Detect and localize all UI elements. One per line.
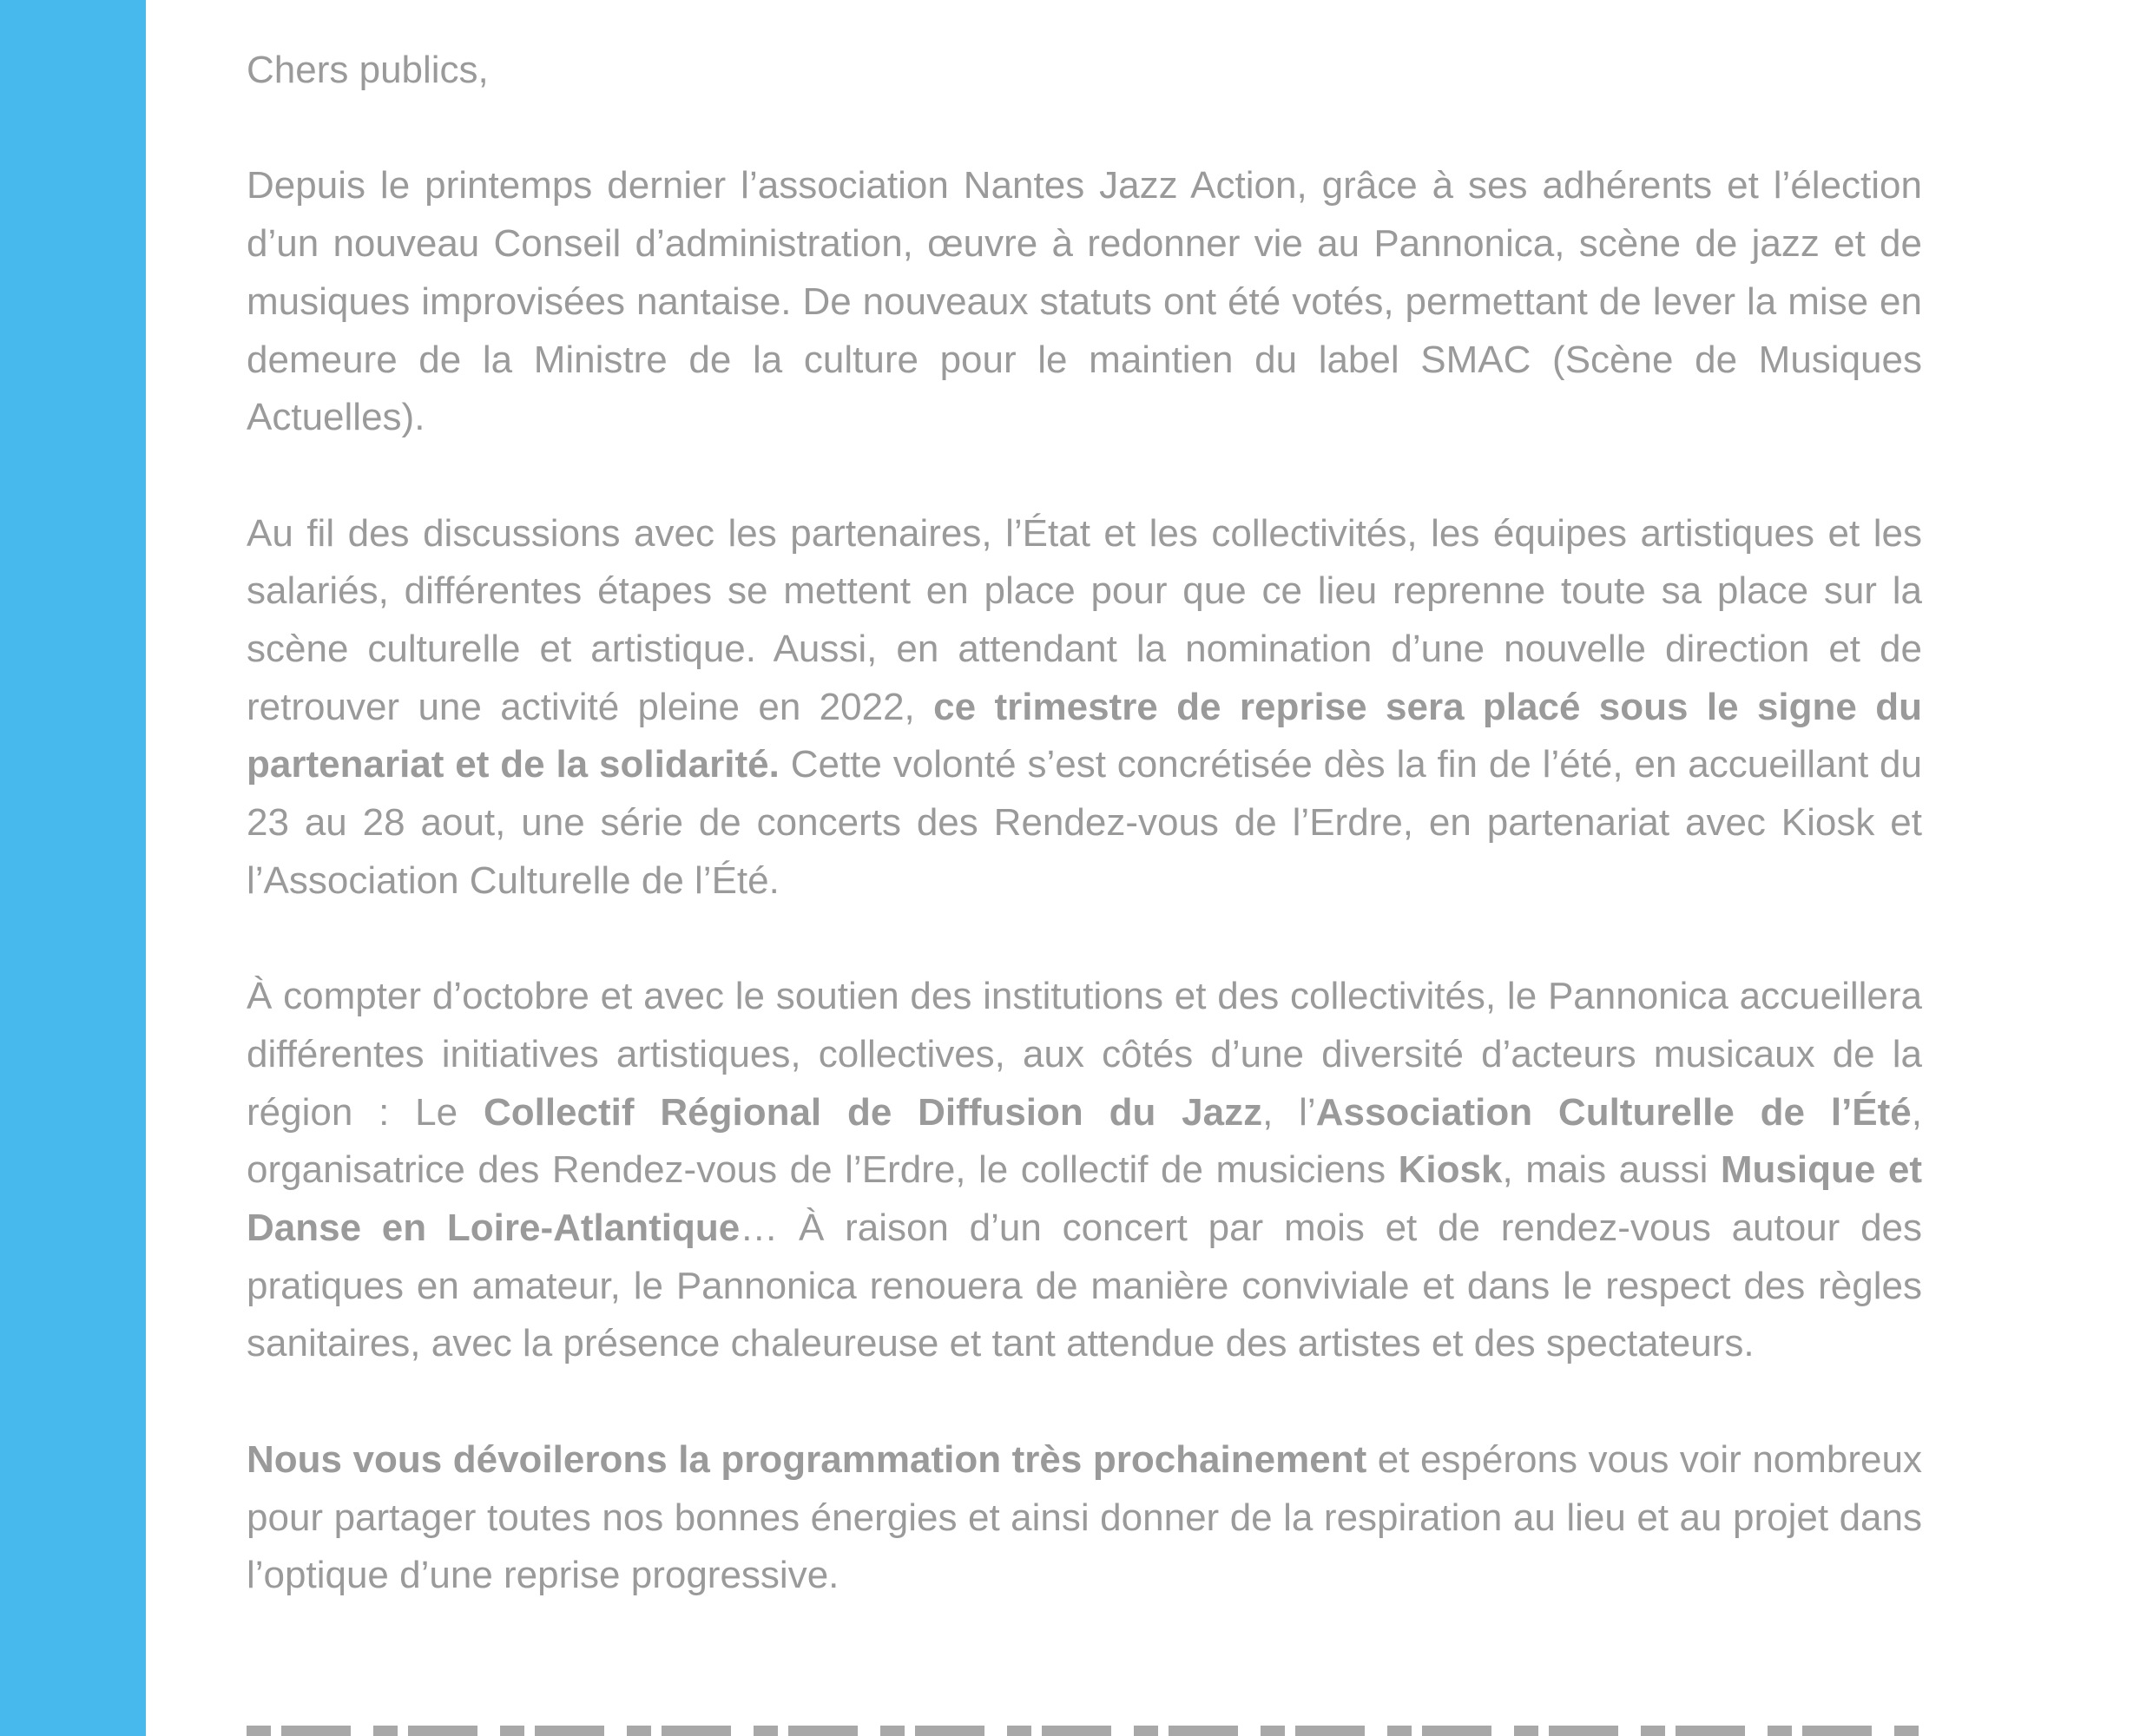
paragraph-4 <box>247 1431 1922 1605</box>
p4-bold-1: Nous vous dévoilerons la programmation très prochainement <box>247 1437 1367 1481</box>
p3-text-3: , organisatrice des Rendez-vous de l’Erdre, le collectif de musiciens <box>247 1090 1922 1192</box>
p3-text-5: … À raison d’un concert par mois et de rendez-vous autour des pratiques en amateur, le Pannonica renouera de manière conviviale et dans le respect des règles sanitaires, avec la présence chaleureuse et tant attendue des artistes et des spectateurs. <box>247 1207 1923 1365</box>
paragraph-2 <box>247 505 1922 911</box>
p4-text-1: et espérons vous voir nombreux pour partager toutes nos bonnes énergies et ainsi donner de la respiration au lieu et au projet dans l’optique d’une reprise progressive. <box>247 1437 1922 1597</box>
letter-body <box>247 42 1922 1663</box>
p2-text-2: Cette volonté s’est concrétisée dès la fin de l’été, en accueillant du 23 au 28 aout, une série de concerts des Rendez-vous de l’Erdre, en partenariat avec Kiosk et l’Association Culturelle de l’Été. <box>247 743 1922 902</box>
paragraph-1: Depuis le printemps dernier l’association Nantes Jazz Action, grâce à ses adhérents et l’élection d’un nouveau Conseil d’administration, œuvre à redonner vie au Pannonica, scène de jazz et de musiques improvisées nantaise. De nouveaux statuts ont été votés, permettant de lever la mise en demeure de la Ministre de la culture pour le maintien du label SMAC (Scène de Musiques Actuelles). <box>247 164 1922 439</box>
greeting: Chers publics, <box>247 49 489 91</box>
p2-bold-1: ce trimestre de reprise sera placé sous le signe du partenariat et de la solidarité. <box>247 685 1923 786</box>
cut-off-text-line <box>247 1719 1922 1736</box>
paragraph-3 <box>247 968 1922 1373</box>
p3-bold-4: Musique et Danse en Loire-Atlantique <box>247 1148 1923 1250</box>
p3-text-4: , mais aussi <box>1502 1148 1721 1192</box>
p2-text-1: Au fil des discussions avec les partenaires, l’État et les collectivités, les équipes artistiques et les salariés, différentes étapes se mettent en place pour que ce lieu reprenne toute sa place sur la scène culturelle et artistique. Aussi, en attendant la nomination d’une nouvelle direction et de retrouver une activité pleine en 2022, <box>247 511 1922 728</box>
p3-bold-2: Association Culturelle de l’Été <box>1315 1090 1912 1134</box>
p3-bold-3: Kiosk <box>1398 1148 1503 1192</box>
p3-bold-1: Collectif Régional de Diffusion du Jazz <box>483 1090 1263 1134</box>
left-accent-bar <box>0 0 146 1736</box>
p3-text-2: , l’ <box>1262 1090 1316 1134</box>
p3-text-1: À compter d’octobre et avec le soutien des institutions et des collectivités, le Pannonica accueillera différentes initiatives artistiques, collectives, aux côtés d’une diversité d’acteurs musicaux de la région : Le <box>247 975 1922 1134</box>
